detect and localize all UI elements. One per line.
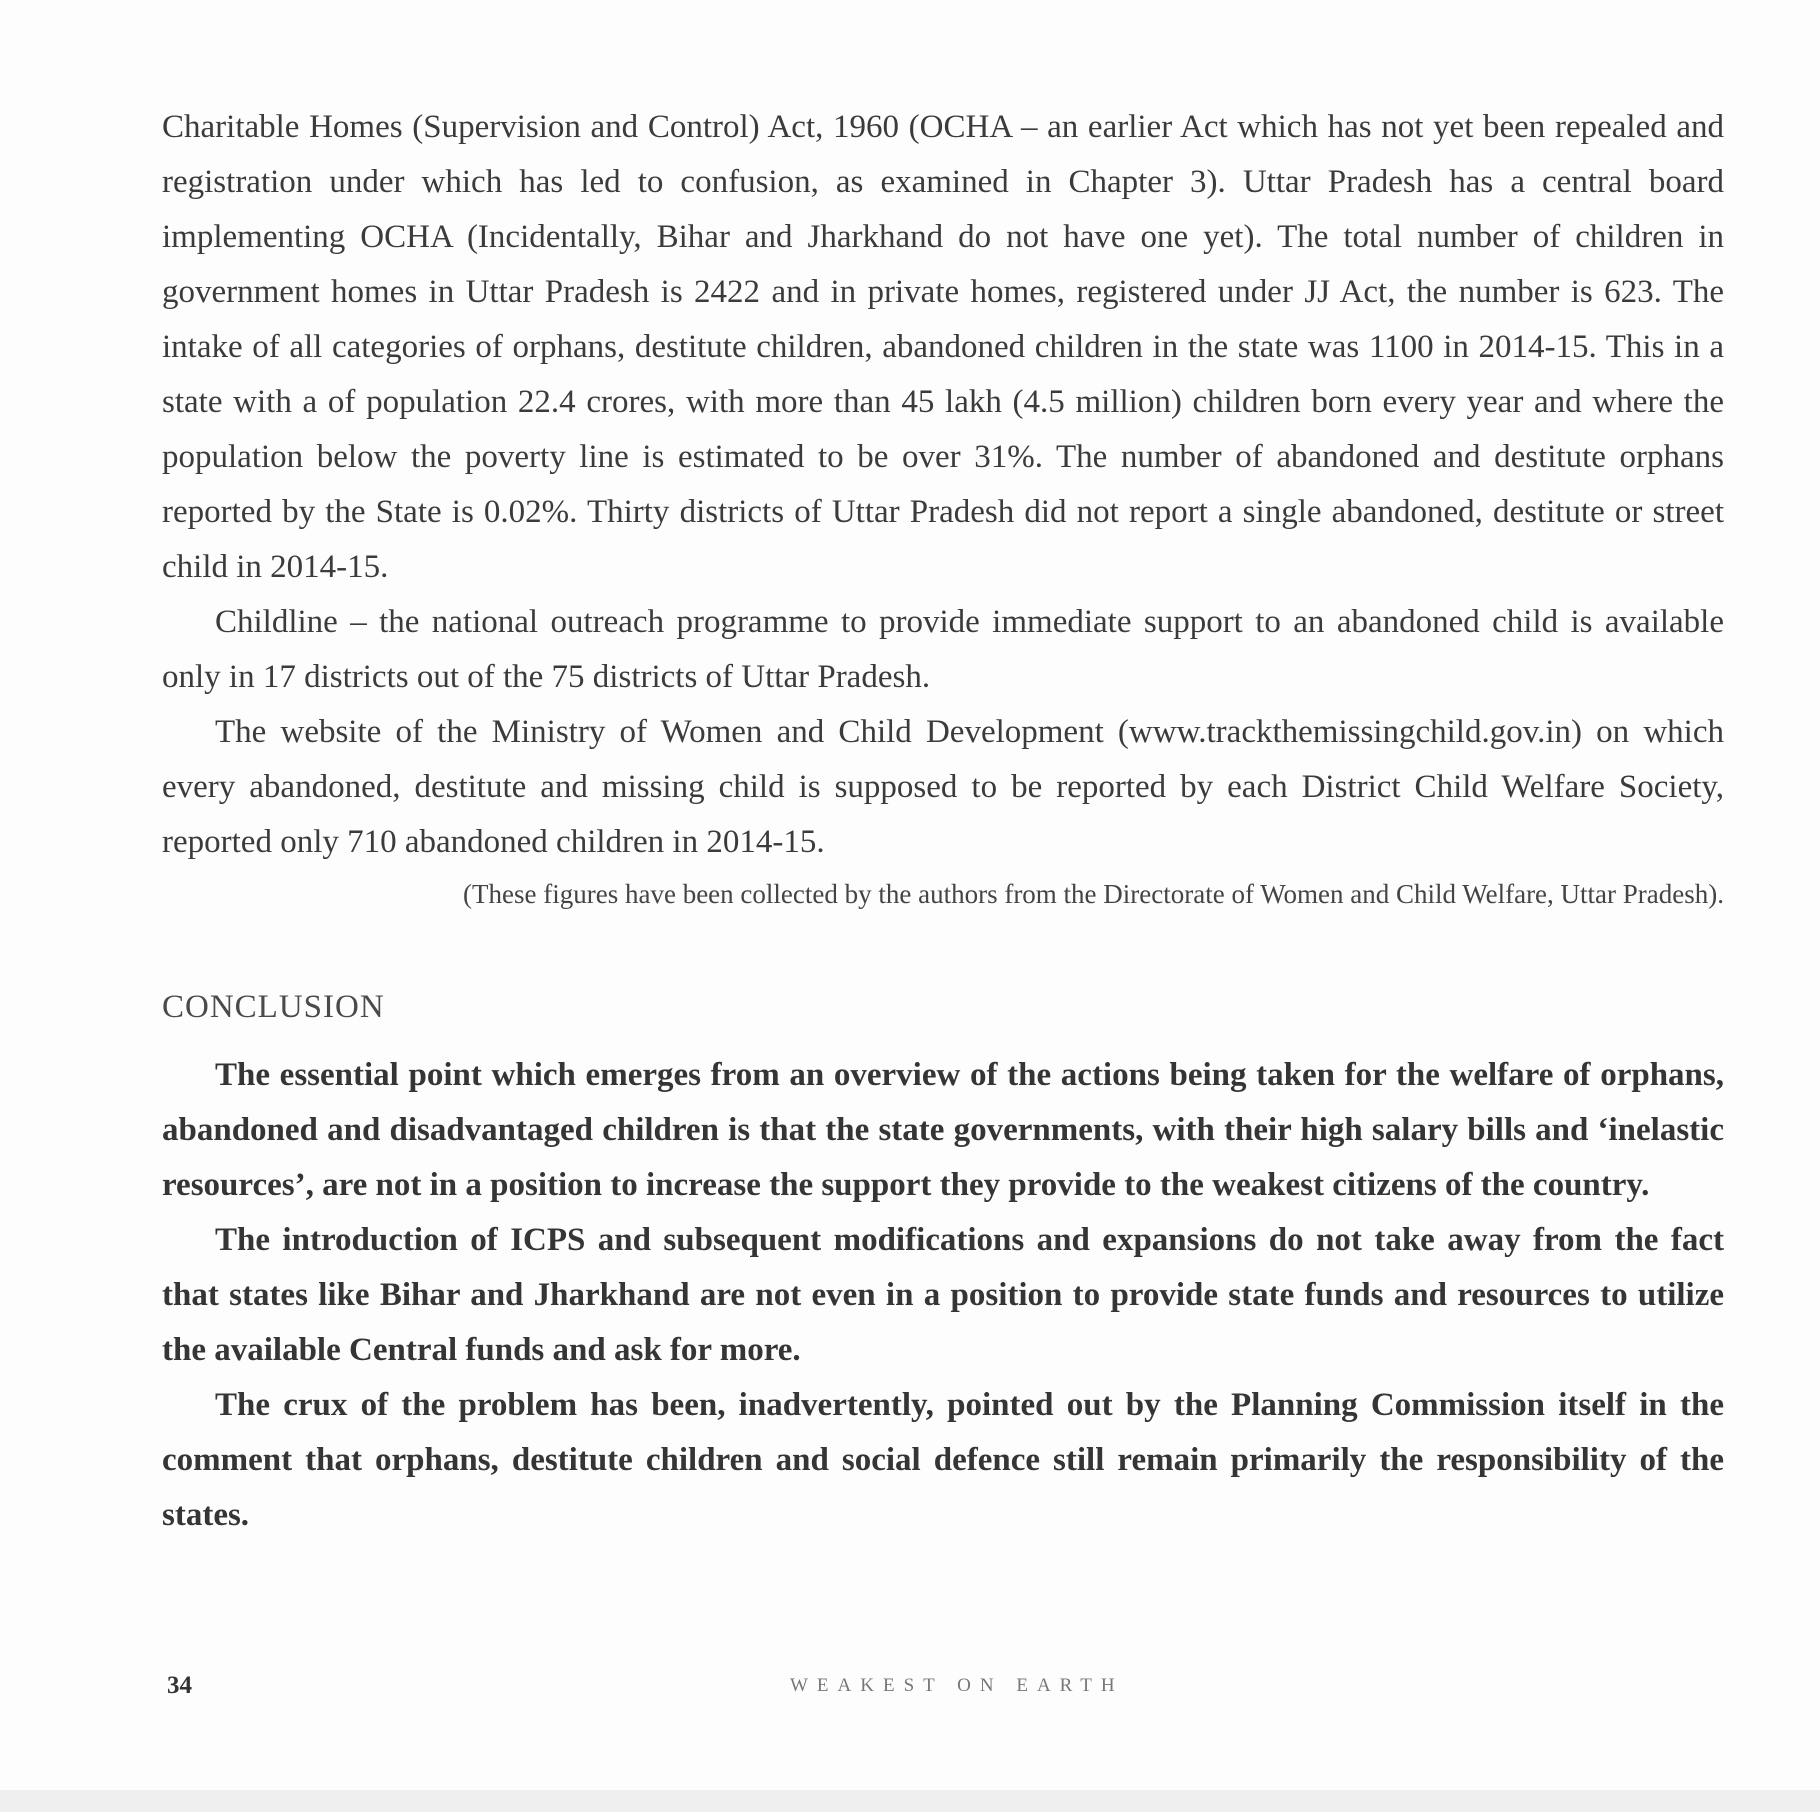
source-note: (These figures have been collected by the authors from the Directorate of Women and Child Welfare, Uttar Pradesh).	[463, 879, 1724, 909]
page-number: 34	[167, 1672, 192, 1699]
page-content	[162, 100, 1724, 1543]
conclusion-paragraph-icps: The introduction of ICPS and subsequent modifications and expansions do not take away from the fact that states like Bihar and Jharkhand are not even in a position to provide state funds and resources to utilize the available Central funds and ask for more.	[162, 1222, 1724, 1368]
body-paragraph-ocha: Charitable Homes (Supervision and Control) Act, 1960 (OCHA – an earlier Act which has not yet been repealed and registration under which has led to confusion, as examined in Chapter 3). Uttar Pradesh has a central board implementing OCHA (Incidentally, Bihar and Jharkhand do not have one yet). The total number of children in government homes in Uttar Pradesh is 2422 and in private homes, registered under JJ Act, the number is 623. The intake of all categories of orphans, destitute children, abandoned children in the state was 1100 in 2014-15. This in a state with a of population 22.4 crores, with more than 45 lakh (4.5 million) children born every year and where the population below the poverty line is estimated to be over 31%. The number of abandoned and destitute orphans reported by the State is 0.02%. Thirty districts of Uttar Pradesh did not report a single abandoned, destitute or street child in 2014-15.	[162, 109, 1724, 585]
page-bottom-edge	[0, 1790, 1820, 1812]
body-paragraph-childline: Childline – the national outreach programme to provide immediate support to an abandoned child is available only in 17 districts out of the 75 districts of Uttar Pradesh.	[162, 604, 1724, 695]
conclusion-paragraph-essential-point: The essential point which emerges from an overview of the actions being taken for the welfare of orphans, abandoned and disadvantaged children is that the state governments, with their high salary bills and ‘inelastic resources’, are not in a position to increase the support they provide to the weakest citizens of the country.	[162, 1057, 1724, 1203]
conclusion-paragraph-crux: The crux of the problem has been, inadvertently, pointed out by the Planning Commission itself in the comment that orphans, destitute children and social defence still remain primarily the responsibility of the states.	[162, 1387, 1724, 1533]
conclusion-heading: CONCLUSION	[162, 989, 385, 1025]
body-paragraph-website: The website of the Ministry of Women and Child Development (www.trackthemissingchild.gov.in) on which every abandoned, destitute and missing child is supposed to be reported by each District Child Welfare Society, reported only 710 abandoned children in 2014-15.	[162, 714, 1724, 860]
running-footer-title: WEAKEST ON EARTH	[790, 1675, 1124, 1696]
